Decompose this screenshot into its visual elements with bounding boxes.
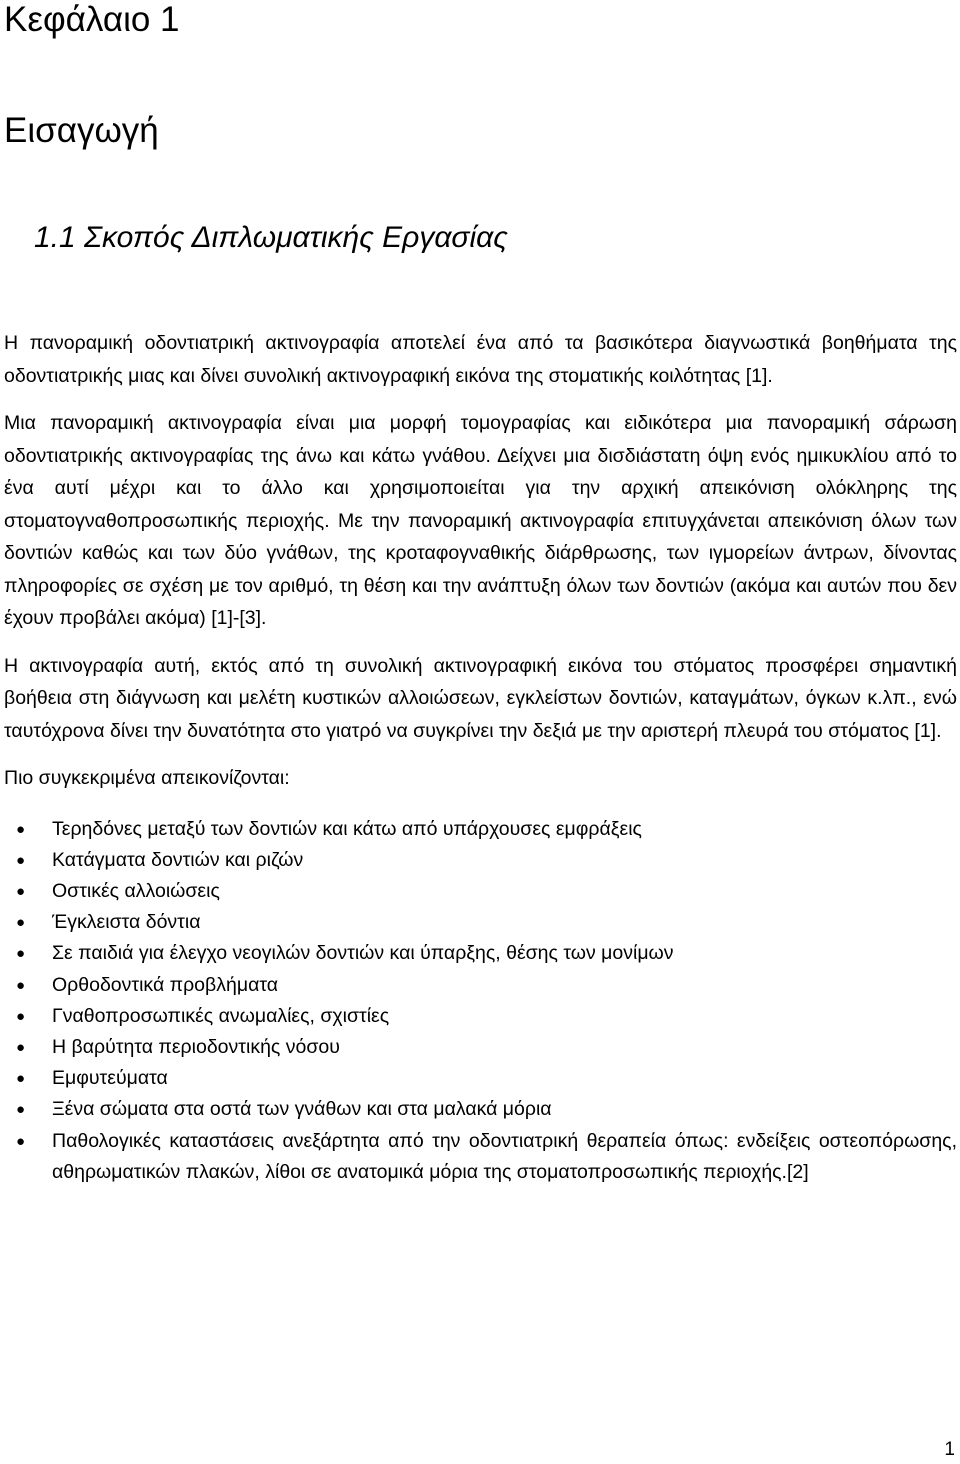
list-item-text: Κατάγματα δοντιών και ριζών — [52, 848, 304, 871]
bullet-icon: ● — [16, 1132, 26, 1150]
list-item-text: Εμφυτεύματα — [52, 1067, 168, 1090]
list-item-text: Οστικές αλλοιώσεις — [52, 879, 220, 902]
list-item-text: Γναθοπροσωπικές ανωμαλίες, σχιστίες — [52, 1004, 390, 1027]
list-item — [4, 907, 957, 938]
bullet-list — [4, 814, 957, 1188]
paragraph: Η πανοραμική οδοντιατρική ακτινογραφία αποτελεί ένα από τα βασικότερα διαγνωστικά βοηθήματα της οδοντιατρικής μιας και δίνει συνολική ακτινογραφική εικόνα της στοματικής κοιλότητας [1]. — [4, 332, 957, 387]
bullet-icon: ● — [16, 820, 26, 838]
bullet-icon: ● — [16, 1101, 26, 1119]
list-item-text: Η βαρύτητα περιοδοντικής νόσου — [52, 1035, 340, 1058]
list-item — [4, 845, 957, 876]
bullet-icon: ● — [16, 882, 26, 900]
paragraph: Μια πανοραμική ακτινογραφία είναι μια μορφή τομογραφίας και ειδικότερα μια πανοραμική σάρωση οδοντιατρικής ακτινογραφίας της άνω και κάτω γνάθου. Δείχνει μια δισδιάστατη όψη ενός ημικυκλίου από το ένα αυτί μέχρι και το άλλο και χρησιμοποιείται για την αρχική απεικόνιση ολόκληρης της στοματογναθοπροσωπικής περιοχής. Με την πανοραμική ακτινογραφία επιτυγχάνεται απεικόνιση όλων των δοντιών καθώς και των δύο γνάθων, της κροταφογναθικής διάρθρωσης, των ιγμορείων άντρων, δίνοντας πληροφορίες σε σχέση με τον αριθμό, τη θέση και την ανάπτυξη όλων των δοντιών (ακόμα και αυτών που δεν έχουν προβάλει ακόμα) [1]-[3]. — [4, 412, 957, 629]
list-item-text: Έγκλειστα δόντια — [52, 911, 201, 934]
chapter-label: Κεφάλαιο 1 — [4, 0, 180, 39]
list-item — [4, 1094, 957, 1125]
bullet-icon: ● — [16, 851, 26, 869]
bullet-icon: ● — [16, 945, 26, 963]
list-item — [4, 1126, 957, 1188]
list-item — [4, 814, 957, 845]
list-item — [4, 1032, 957, 1063]
bullet-icon: ● — [16, 1038, 26, 1056]
chapter-title: Εισαγωγή — [4, 111, 159, 150]
bullet-icon: ● — [16, 1070, 26, 1088]
bullet-icon: ● — [16, 914, 26, 932]
list-item — [4, 938, 957, 969]
page-number: 1 — [944, 1439, 955, 1460]
list-item-text: Ορθοδοντικά προβλήματα — [52, 973, 279, 996]
bullet-icon: ● — [16, 976, 26, 994]
section-title: 1.1 Σκοπός Διπλωματικής Εργασίας — [34, 221, 508, 254]
list-item-text: Τερηδόνες μεταξύ των δοντιών και κάτω από υπάρχουσες εμφράξεις — [52, 817, 642, 840]
list-item — [4, 1001, 957, 1032]
list-item — [4, 1063, 957, 1094]
body-text — [4, 327, 957, 1188]
list-item-text: Παθολογικές καταστάσεις ανεξάρτητα από την οδοντιατρική θεραπεία όπως: ενδείξεις οστεοπόρωσης, αθηρωματικών πλακών, λίθοι σε ανατομικά μόρια της στοματοπροσωπικής περιοχής.[2] — [52, 1129, 957, 1183]
bullet-icon: ● — [16, 1007, 26, 1025]
list-item — [4, 876, 957, 907]
list-item — [4, 970, 957, 1001]
list-item-text: Ξένα σώματα στα οστά των γνάθων και στα μαλακά μόρια — [52, 1098, 552, 1121]
paragraph: Η ακτινογραφία αυτή, εκτός από τη συνολική ακτινογραφική εικόνα του στόματος προσφέρει σημαντική βοήθεια στη διάγνωση και μελέτη κυστικών αλλοιώσεων, εγκλείστων δοντιών, καταγμάτων, όγκων κ.λπ., ενώ ταυτόχρονα δίνει την δυνατότητα στο γιατρό να συγκρίνει την δεξιά με την αριστερή πλευρά του στόματος [1]. — [4, 654, 957, 742]
list-intro: Πιο συγκεκριμένα απεικονίζονται: — [4, 767, 290, 789]
list-item-text: Σε παιδιά για έλεγχο νεογιλών δοντιών και ύπαρξης, θέσης των μονίμων — [52, 942, 674, 965]
